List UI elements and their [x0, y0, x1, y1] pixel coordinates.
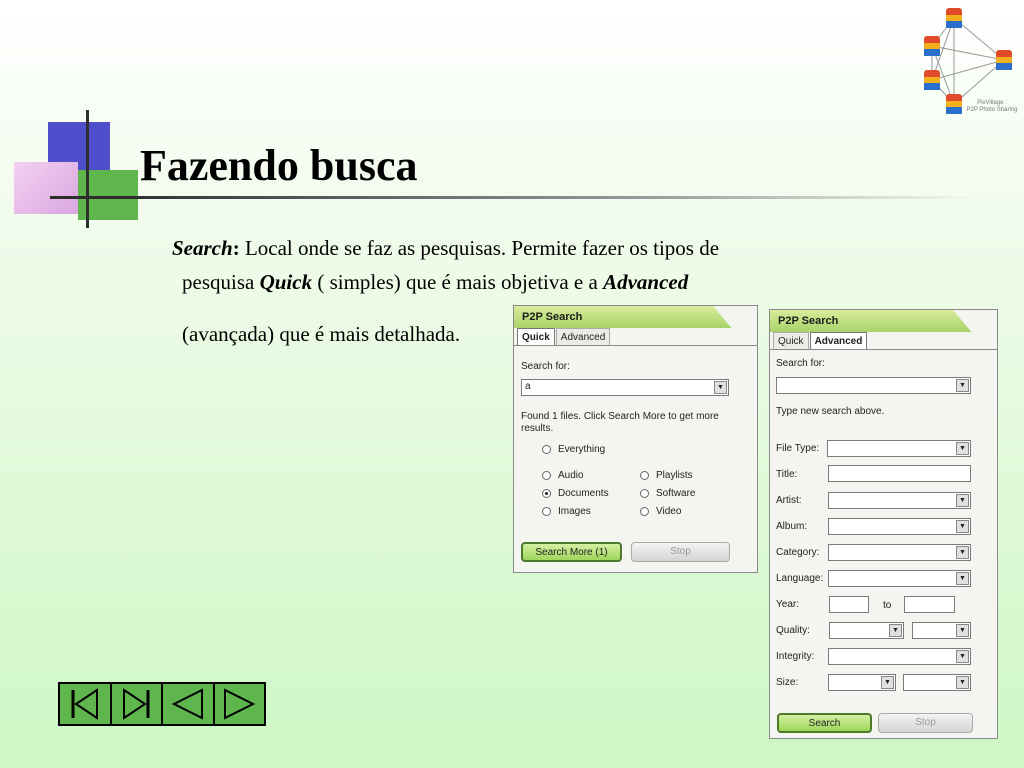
language-label: Language:: [776, 573, 824, 584]
radio-software[interactable]: [640, 488, 695, 499]
tab-advanced[interactable]: Advanced: [810, 332, 868, 349]
radio-audio[interactable]: [542, 470, 584, 481]
panel-title: P2P Search: [770, 310, 997, 332]
quick-search-panel: [513, 305, 758, 573]
previous-icon: [170, 688, 206, 720]
tab-bar: [770, 332, 997, 350]
search-button[interactable]: Search: [777, 713, 872, 733]
tab-quick[interactable]: Quick: [517, 328, 555, 345]
term-advanced: Advanced: [603, 270, 689, 294]
first-icon: [67, 688, 103, 720]
chevron-down-icon[interactable]: ▼: [889, 624, 902, 637]
term-search: Search: [172, 236, 233, 260]
search-for-label: Search for:: [776, 358, 825, 369]
previous-slide-button[interactable]: [163, 684, 213, 724]
logo-line-1: PixVillage :: [977, 100, 1007, 106]
title-underline: [138, 196, 978, 199]
quality-min-select[interactable]: [829, 622, 904, 639]
size-max-select[interactable]: [903, 674, 971, 691]
year-to-label: to: [883, 600, 892, 611]
logo-line-2: P2P Photo Sharing: [966, 107, 1018, 113]
colon: :: [232, 236, 240, 260]
radio-label: Images: [558, 506, 591, 517]
radio-playlists[interactable]: [640, 470, 693, 481]
chevron-down-icon[interactable]: ▼: [956, 624, 969, 637]
radio-icon: [640, 471, 649, 480]
radio-label: Video: [656, 506, 682, 517]
first-slide-button[interactable]: [60, 684, 110, 724]
chevron-down-icon[interactable]: ▼: [956, 572, 969, 585]
album-label: Album:: [776, 521, 808, 532]
language-select[interactable]: [828, 570, 971, 587]
radio-icon: [640, 489, 649, 498]
chevron-down-icon[interactable]: ▼: [956, 520, 969, 533]
last-slide-button[interactable]: [112, 684, 162, 724]
next-slide-button[interactable]: [215, 684, 265, 724]
radio-documents[interactable]: [542, 488, 609, 499]
artist-label: Artist:: [776, 495, 802, 506]
size-label: Size:: [776, 677, 799, 688]
chevron-down-icon[interactable]: ▼: [956, 546, 969, 559]
search-input[interactable]: [521, 379, 729, 396]
tab-advanced[interactable]: Advanced: [556, 328, 610, 345]
advanced-search-panel: [769, 309, 998, 739]
year-to-field[interactable]: [904, 596, 955, 613]
stop-button[interactable]: Stop: [878, 713, 973, 733]
category-label: Category:: [776, 547, 820, 558]
paragraph-text-2b: ( simples) que é mais objetiva e a: [312, 270, 604, 294]
decor-vertical-line: [86, 110, 89, 228]
panel-title: P2P Search: [514, 306, 757, 328]
integrity-label: Integrity:: [776, 651, 815, 662]
radio-label: Documents: [558, 488, 609, 499]
artist-select[interactable]: [828, 492, 971, 509]
search-value: a: [525, 381, 531, 392]
next-icon: [221, 688, 257, 720]
radio-selected-icon: [542, 489, 551, 498]
quality-label: Quality:: [776, 625, 810, 636]
radio-icon: [542, 507, 551, 516]
radio-label: Everything: [558, 444, 606, 455]
year-label: Year:: [776, 599, 799, 610]
search-more-button[interactable]: Search More (1): [521, 542, 622, 562]
radio-everything[interactable]: [542, 444, 605, 455]
title-field[interactable]: [828, 465, 971, 482]
paragraph-line-3: (avançada) que é mais detalhada.: [182, 322, 461, 346]
quality-max-select[interactable]: [912, 622, 971, 639]
chevron-down-icon[interactable]: ▼: [881, 676, 894, 689]
year-from-field[interactable]: [829, 596, 869, 613]
radio-label: Audio: [558, 470, 584, 481]
chevron-down-icon[interactable]: ▼: [956, 379, 969, 392]
chevron-down-icon[interactable]: ▼: [956, 442, 969, 455]
stop-button[interactable]: Stop: [631, 542, 730, 562]
search-for-label: Search for:: [521, 361, 570, 372]
size-min-select[interactable]: [828, 674, 896, 691]
radio-icon: [542, 471, 551, 480]
decor-pink-square: [14, 162, 78, 214]
found-text-2: results.: [521, 423, 554, 434]
file-type-select[interactable]: [827, 440, 971, 457]
category-select[interactable]: [828, 544, 971, 561]
term-quick: Quick: [259, 270, 313, 294]
title-label: Title:: [776, 469, 798, 480]
chevron-down-icon[interactable]: ▼: [956, 494, 969, 507]
radio-icon: [542, 445, 551, 454]
chevron-down-icon[interactable]: ▼: [956, 676, 969, 689]
paragraph-line-2: [182, 270, 688, 295]
found-text-1: Found 1 files. Click Search More to get more: [521, 411, 719, 422]
last-icon: [118, 688, 154, 720]
radio-label: Playlists: [656, 470, 693, 481]
chevron-down-icon[interactable]: ▼: [956, 650, 969, 663]
radio-images[interactable]: [542, 506, 591, 517]
file-type-label: File Type:: [776, 443, 820, 454]
slide-navigation: [58, 682, 266, 726]
paragraph-text-1: Local onde se faz as pesquisas. Permite fazer os tipos de: [239, 236, 720, 260]
radio-icon: [640, 507, 649, 516]
hint-text: Type new search above.: [776, 406, 885, 417]
slide-title: Fazendo busca: [140, 141, 418, 190]
tab-quick[interactable]: Quick: [773, 332, 809, 349]
search-input[interactable]: [776, 377, 971, 394]
logo-caption: [960, 100, 1024, 114]
radio-label: Software: [656, 488, 696, 499]
paragraph-text-2a: pesquisa: [182, 270, 260, 294]
integrity-select[interactable]: [828, 648, 971, 665]
radio-video[interactable]: [640, 506, 681, 517]
chevron-down-icon[interactable]: ▼: [714, 381, 727, 394]
tab-bar: [514, 328, 757, 346]
decor-horizontal-line: [50, 196, 142, 199]
album-select[interactable]: [828, 518, 971, 535]
paragraph-line-1: [172, 236, 719, 261]
